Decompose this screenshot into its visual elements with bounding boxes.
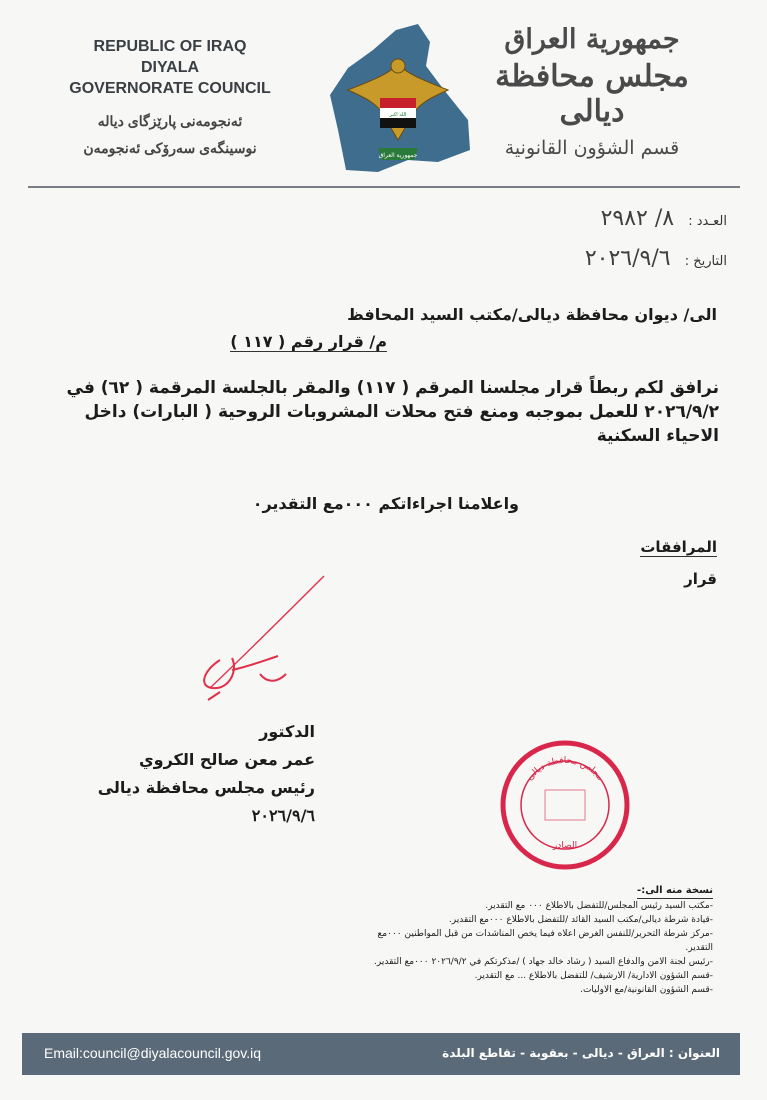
en-line-council: GOVERNORATE COUNCIL	[69, 80, 271, 97]
handwritten-signature	[190, 570, 330, 730]
official-stamp	[498, 738, 632, 872]
kurdish-line-1: ئەنجومەنی پارێزگای دیالە	[97, 113, 243, 129]
subject-line: م/ قرار رقم ( ١١٧ )	[230, 332, 387, 351]
date-label: التاريخ :	[684, 254, 727, 269]
english-letterhead	[40, 36, 300, 159]
number-label: العـدد :	[688, 214, 727, 229]
ar-line-republic: جمهورية العراق	[504, 24, 680, 55]
ar-line-council: مجلس محافظة ديالى	[495, 59, 689, 129]
attachments-label: المرافقات	[640, 538, 717, 556]
number-value: ٨/ ٢٩٨٢	[600, 206, 675, 231]
copies-item: -مكتب السيد رئيس المجلس/للتفضل بالاطلاع ٠٠٠ مع التقدير.	[485, 901, 713, 911]
emblem-ribbon-text: جمهورية العراق	[378, 152, 418, 159]
closing-line: واعلامنا اجراءاتكم ٠٠٠مع التقدير٠	[252, 494, 519, 513]
addressee: الى/ ديوان محافظة ديالى/مكتب السيد المحافظ	[347, 305, 717, 324]
signer-title: الدكتور	[259, 722, 315, 741]
ar-line-legal-dept: قسم الشؤون القانونية	[504, 137, 680, 159]
en-line-republic: REPUBLIC OF IRAQ	[93, 38, 247, 55]
stamp-ring-text: مجلس محافظة ديالى	[525, 755, 605, 783]
copies-list	[353, 884, 713, 997]
letter-body: نرافق لكم ربطاً قرار مجلسنا المرقم ( ١١٧) والمقر بالجلسة المرقمة ( ٦٢) في ٢٠٢٦/٩/٢ للعمل بموجبه ومنع فتح محلات المشروبات الروحية ( البارات) داخل الاحياء السكنية	[66, 378, 719, 446]
en-line-diyala: DIYALA	[140, 59, 200, 76]
copies-item: -قيادة شرطة ديالى/مكتب السيد القائد /للتفضل بالاطلاع ٠٠٠مع التقدير.	[448, 915, 713, 925]
stamp-bottom-text: الصادر	[552, 841, 578, 851]
footer-email: Email:council@diyalacouncil.gov.iq	[44, 1045, 262, 1061]
signature-date: ٢٠٢٦/٩/٦	[251, 806, 315, 825]
date-value: ٢٠٢٦/٩/٦	[584, 246, 671, 271]
footer-bar	[22, 1033, 740, 1075]
emblem-flag-text: الله اكبر	[389, 112, 407, 118]
signer-position: رئيس مجلس محافظة ديالى	[97, 778, 315, 797]
footer-address: العنوان : العراق - ديالى - بعقوبة - تقاطع البلدة	[442, 1046, 720, 1060]
copies-item: -رئيس لجنة الامن والدفاع السيد ( رشاد خالد جهاد ) /مذكرتكم في ٢٠٢٦/٩/٢ ٠٠٠مع التقدير.	[374, 957, 713, 967]
signer-name: عمر معن صالح الكروي	[138, 750, 315, 769]
attachment-item: قرار	[684, 570, 717, 588]
signature-block	[98, 718, 315, 830]
letter-date	[585, 246, 727, 271]
iraq-emblem-logo	[318, 20, 478, 180]
reference-number	[601, 206, 727, 231]
copies-item: -قسم الشؤون الادارية/ الارشيف/ للتفضل بالاطلاع ... مع التقدير.	[474, 971, 713, 981]
copies-item: -قسم الشؤون القانونية/مع الاوليات.	[580, 985, 713, 995]
header-divider	[28, 186, 740, 188]
copies-item: -مركز شرطة التحرير/للنفس الغرض اعلاه فيما يخص المناشدات من قبل المواطنين ٠٠٠مع التقدير.	[377, 929, 713, 953]
kurdish-line-2: نوسینگەی سەرۆکی ئەنجومەن	[83, 140, 257, 156]
svg-text:مجلس محافظة ديالى	[525, 756, 605, 783]
arabic-letterhead	[472, 24, 712, 159]
copies-label: نسخة منه الى:-	[637, 884, 713, 899]
